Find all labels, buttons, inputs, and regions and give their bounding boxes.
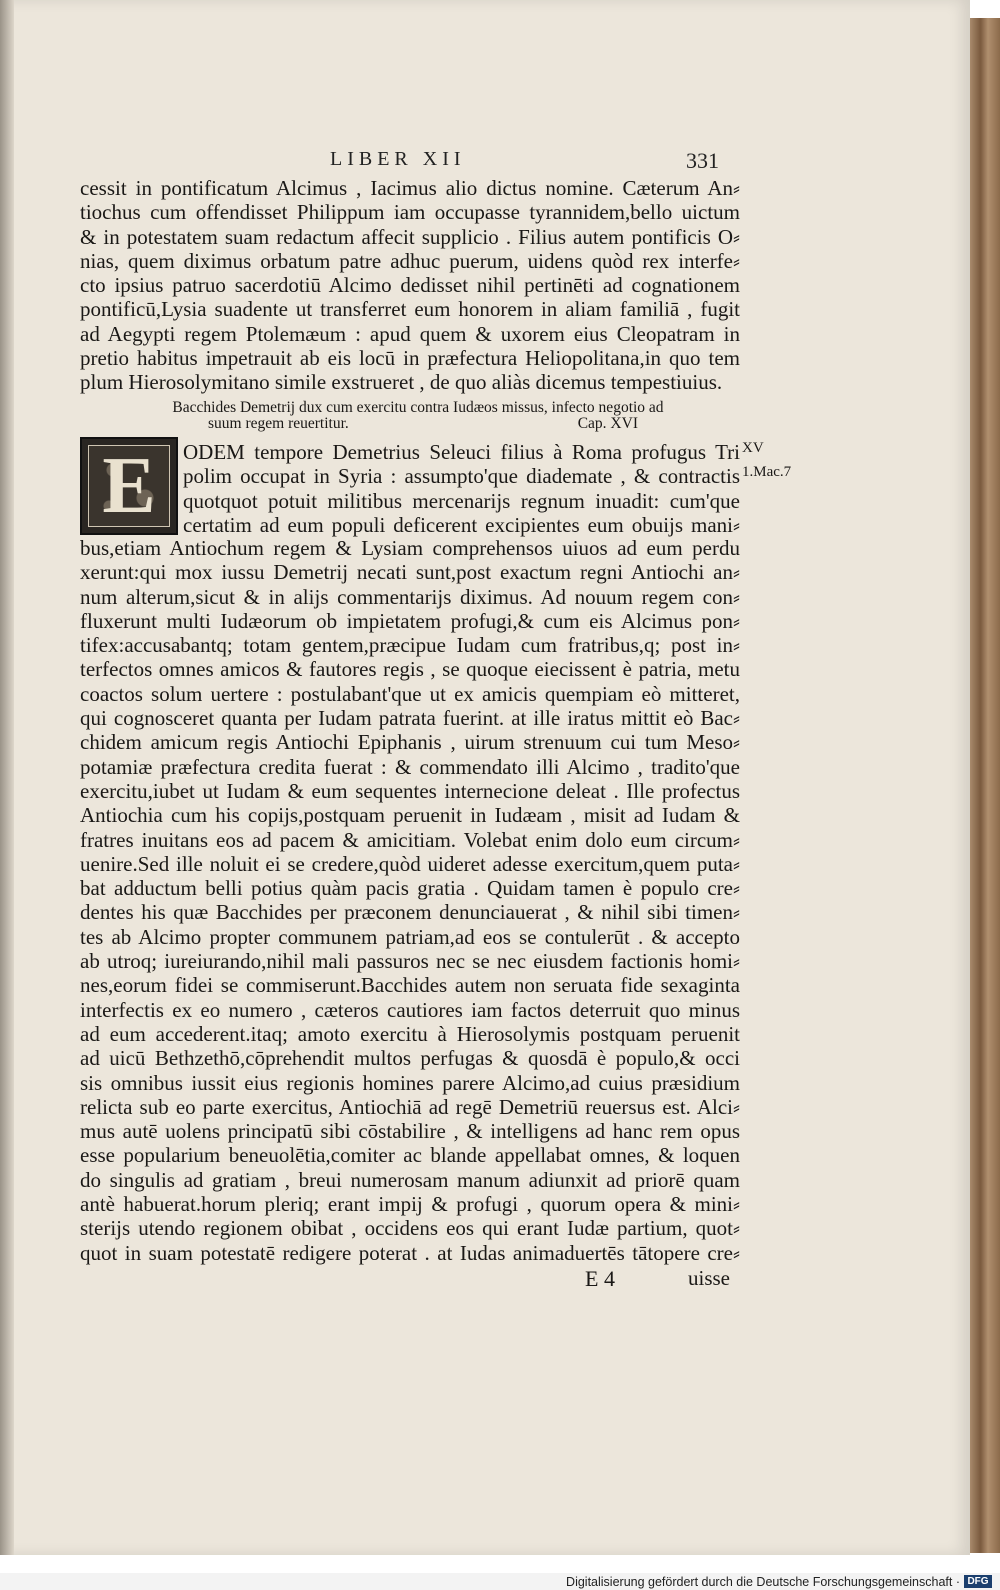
text-line: cessit in pontificatum Alcimus , Iacimus alio dictus nomine. Cæterum An⸗	[80, 176, 740, 200]
text-line: uenire.Sed ille noluit ei se credere,quòd uideret adesse exercitum,quem puta⸗	[80, 851, 740, 876]
top-paragraph	[80, 176, 740, 395]
chapter-heading-line1: Bacchides Demetrij dux cum exercitu contra Iudæos missus, infecto negotio ad	[172, 399, 664, 416]
text-line: tifex:accusabantq; totam gentem,præcipue Iudam cum fratribus,q; post in⸗	[80, 633, 740, 658]
footer-credit: Digitalisierung gefördert durch die Deutsche Forschungsgemeinschaft ·	[566, 1575, 960, 1589]
text-line: bat adductum belli potius quàm pacis gratia . Quidam tamen è populo cre⸗	[80, 876, 740, 901]
text-line: ad uicū Bethzethō,cōprehendit multos perfugas & quosdā è populo,& occi	[80, 1046, 740, 1071]
text-line: nes,eorum fidei se commiserunt.Bacchides autem non seruata fide sexaginta	[80, 973, 740, 998]
text-line: fluxerunt multi Iudæorum ob impietatem profugi,& cum eis Alcimus pon⸗	[80, 608, 740, 633]
text-line: mus autē uolens principatū sibi cōstabilire , & intelligens ad hanc rem opus	[80, 1119, 740, 1144]
margin-note-reference: 1.Mac.7	[742, 464, 792, 480]
chapter-heading-line2	[128, 416, 708, 432]
text-line: nias, quem diximus orbatum patre adhuc puerum, uidens quòd rex interfe⸗	[80, 248, 740, 273]
text-line: antè habuerat.horum pleriq; erant impij & profugi , quorum opera & mini⸗	[80, 1192, 740, 1217]
text-line: terfectos omnes amicos & fautores regis , se quoque eiecissent è patria, metu	[80, 657, 740, 682]
text-line: sterijs utendo regionem obibat , occidens eos qui erant Iudæ partium, quot⸗	[80, 1216, 740, 1241]
text-line: tes ab Alcimo propter communem patriam,ad eos se contulerūt . & accepto	[80, 924, 740, 949]
initial-letter: E	[102, 441, 156, 530]
chapter-number: Cap. XVI	[577, 415, 638, 432]
text-line: plum Hierosolymitano simile exstrueret , de quo aliàs dicemus tempestiuius.	[80, 370, 723, 395]
text-line: pontificū,Lysia suadente ut transferret eum honorem in aliam familiā , fugit	[80, 297, 740, 322]
text-line: dentes his quæ Bacchides per præconem denunciauerat , & nihil sibi timen⸗	[80, 900, 740, 925]
text-line: num alterum,sicut & in alijs commentarijs diximus. Ad nouum regem con⸗	[80, 584, 740, 609]
text-line: qui cognosceret quanta per Iudam patrata fuerint. at ille iratus mittit eò Bac⸗	[80, 706, 740, 731]
text-line: ab utroq; iureiurando,nihil mali passuros nec se nec eiusdem factionis homi⸗	[80, 949, 740, 974]
text-line: pretio habitus impetrauit ab eis locū in præfectura Heliopolitana,in quo tem	[80, 346, 740, 371]
catchword: uisse	[688, 1266, 730, 1290]
text-line: fratres inuitans eos ad pacem & amicitiam. Volebat enim dolo eum circum⸗	[80, 827, 740, 852]
text-line: polim occupat in Syria : assumpto'que diademate , & contractis	[183, 464, 740, 489]
chapter-first-lines	[183, 440, 740, 537]
text-line: sis omnibus iussit eius regionis homines parere Alcimo,ad cuius præsidium	[80, 1070, 740, 1095]
text-line: xerunt:qui mox iussu Demetrij necati sunt,post exactum regni Antiochi an⸗	[80, 560, 740, 585]
book-page-edges	[970, 18, 1000, 1553]
chapter-heading-text: suum regem reuertitur.	[208, 415, 349, 432]
margin-note-chapter: XV	[742, 440, 764, 456]
text-line: relicta sub eo parte exercitus, Antiochiā ad regē Demetriū reuersus est. Alci⸗	[80, 1094, 740, 1119]
text-line: ad eum accederent.itaq; amoto exercitu à Hierosolymis postquam peruenit	[80, 1021, 740, 1046]
running-head: LIBER XII	[330, 148, 466, 170]
text-line: coactos solum uertere : postulabant'que ut ex amicis quempiam eò mitteret,	[80, 681, 740, 706]
text-line: quot in suam potestatē redigere poterat . at Iudas animaduertēs tātopere cre⸗	[80, 1240, 740, 1265]
page-gutter-shadow	[0, 0, 14, 1555]
text-line: certatim ad eum populi deficerent excipientes eum obuijs mani⸗	[183, 512, 740, 537]
chapter-heading	[128, 400, 708, 432]
text-line: tiochus cum offendisset Philippum iam occupasse tyrannidem,bello uictum	[80, 200, 740, 225]
signature-mark: E 4	[585, 1266, 615, 1291]
chapter-body	[80, 536, 740, 1265]
folio-number: 331	[686, 148, 719, 173]
text-line: ad Aegypti regem Ptolemæum : apud quem & uxorem eius Cleopatram in	[80, 321, 740, 346]
text-line: ODEM tempore Demetrius Seleuci filius à Roma profugus Tri	[183, 440, 740, 464]
dfg-logo-icon: DFG	[964, 1575, 992, 1588]
text-line: Antiochia cum his copijs,postquam peruenit in Iudæam , misit ad Iudam &	[80, 803, 740, 828]
text-line: exercitu,iubet ut Iudam & eum sequentes internecione deleat . Ille profectus	[80, 778, 740, 803]
text-line: potamiæ præfectura credita fuerat : & commendato illi Alcimo , tradito'que	[80, 754, 740, 779]
text-line: esse popularium beneuolētia,comiter ac blande appellabat omnes, & loquen	[80, 1143, 740, 1168]
decorated-initial	[80, 437, 178, 535]
text-line: do singulis ad gratiam , breui numerosam manum adiunxit ad priorē quam	[80, 1167, 740, 1192]
text-line: cto ipsius patruo sacerdotiū Alcimo dedisset nihil pertinēti ad cognationem	[80, 273, 740, 298]
text-line: bus,etiam Antiochum regem & Lysiam comprehensos uiuos ad eum perdu	[80, 536, 740, 560]
text-line: chidem amicum regis Antiochi Epiphanis , uirum strenuum cui tum Meso⸗	[80, 730, 740, 755]
text-line: quotquot potuit militibus mercenarijs regnum inuadit: cum'que	[183, 488, 740, 513]
text-line: interfectis ex eo numero , cæteros cautiores iam factos deterruit quo minus	[80, 997, 740, 1022]
text-line: & in potestatem suam redactum affecit supplicio . Filius autem pontificis O⸗	[80, 224, 740, 249]
